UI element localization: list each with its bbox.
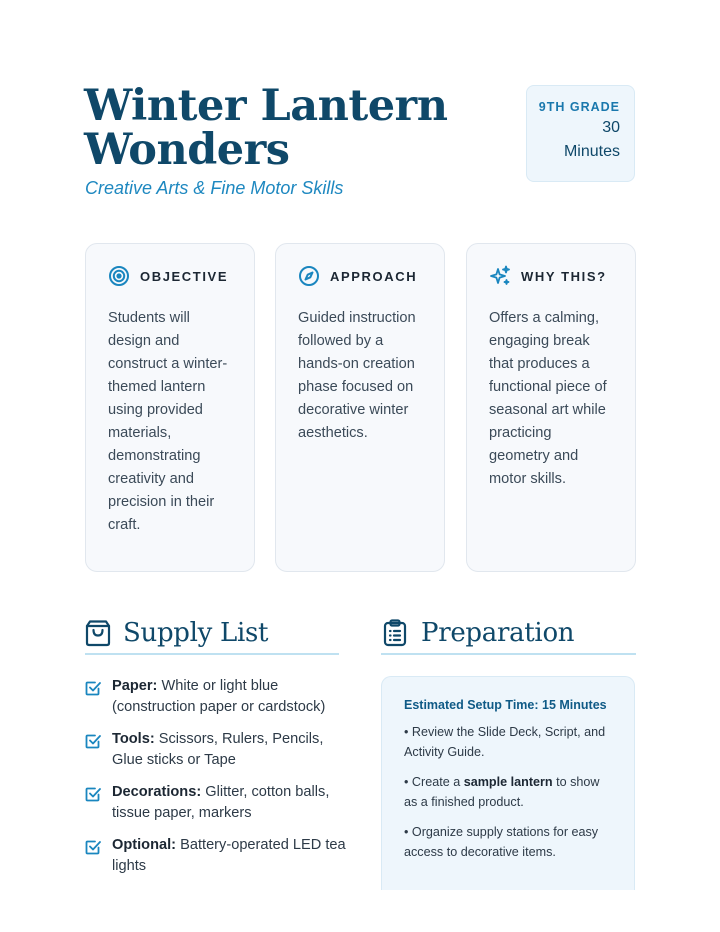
checkbox-icon <box>85 839 101 855</box>
card-body: Students will design and construct a winter-themed lantern using provided materials, demonstrating creativity and precision in their craft. <box>108 310 228 533</box>
why-this-card <box>466 243 636 572</box>
preparation-title: Preparation <box>421 618 575 648</box>
prep-text: to show as a finished product. <box>404 775 600 809</box>
page-title <box>84 81 484 175</box>
preparation-box <box>381 676 635 890</box>
item-text: Scissors, Rulers, Pencils, Glue sticks or Tape <box>112 731 324 768</box>
card-body: Offers a calming, engaging break that produces a functional piece of seasonal art while practicing geometry and motor skills. <box>489 310 607 487</box>
prep-text: • Create a <box>404 775 464 789</box>
grade-label: 9TH GRADE <box>538 100 620 114</box>
list-item <box>85 782 347 824</box>
item-text: Glitter, cotton balls, tissue paper, markers <box>112 784 330 821</box>
card-title: WHY THIS? <box>521 268 607 284</box>
supply-list-header <box>85 612 268 654</box>
prep-item: • Review the Slide Deck, Script, and Activity Guide. <box>404 725 606 759</box>
grade-badge <box>526 85 635 182</box>
supply-divider <box>85 653 339 655</box>
preparation-header <box>383 612 574 654</box>
prep-item <box>404 772 612 812</box>
item-text: White or light blue (construction paper or cardstock) <box>112 678 326 715</box>
card-title: OBJECTIVE <box>140 268 229 284</box>
list-item <box>85 835 347 877</box>
title-line-1: Winter Lantern <box>84 81 448 131</box>
checkbox-icon <box>85 733 101 749</box>
approach-card <box>275 243 445 572</box>
compass-icon <box>298 265 320 287</box>
clipboard-icon <box>383 619 409 647</box>
preparation-divider <box>381 653 636 655</box>
card-body: Guided instruction followed by a hands-on creation phase focused on decorative winter aesthetics. <box>298 310 416 441</box>
objective-card <box>85 243 255 572</box>
duration-number: 30 <box>602 119 620 136</box>
item-text: Battery-operated LED tea lights <box>112 837 346 874</box>
sparkles-icon <box>489 265 511 287</box>
setup-time: Estimated Setup Time: 15 Minutes <box>404 698 607 712</box>
prep-emphasis: sample lantern <box>463 775 553 789</box>
supply-list <box>85 676 347 888</box>
duration-unit: Minutes <box>563 143 620 160</box>
item-label: Paper: <box>112 678 158 694</box>
card-title: APPROACH <box>330 268 418 284</box>
shopping-bag-icon <box>85 619 111 647</box>
title-line-2: Wonders <box>84 125 290 175</box>
checkbox-icon <box>85 786 101 802</box>
item-label: Optional: <box>112 837 177 853</box>
prep-item: • Organize supply stations for easy access to decorative items. <box>404 825 599 859</box>
item-label: Decorations: <box>112 784 202 800</box>
checkbox-icon <box>85 680 101 696</box>
supply-list-title: Supply List <box>123 618 269 648</box>
list-item <box>85 729 347 771</box>
target-icon <box>108 265 130 287</box>
list-item <box>85 676 347 718</box>
page-subtitle: Creative Arts & Fine Motor Skills <box>85 178 344 198</box>
item-label: Tools: <box>112 731 155 747</box>
